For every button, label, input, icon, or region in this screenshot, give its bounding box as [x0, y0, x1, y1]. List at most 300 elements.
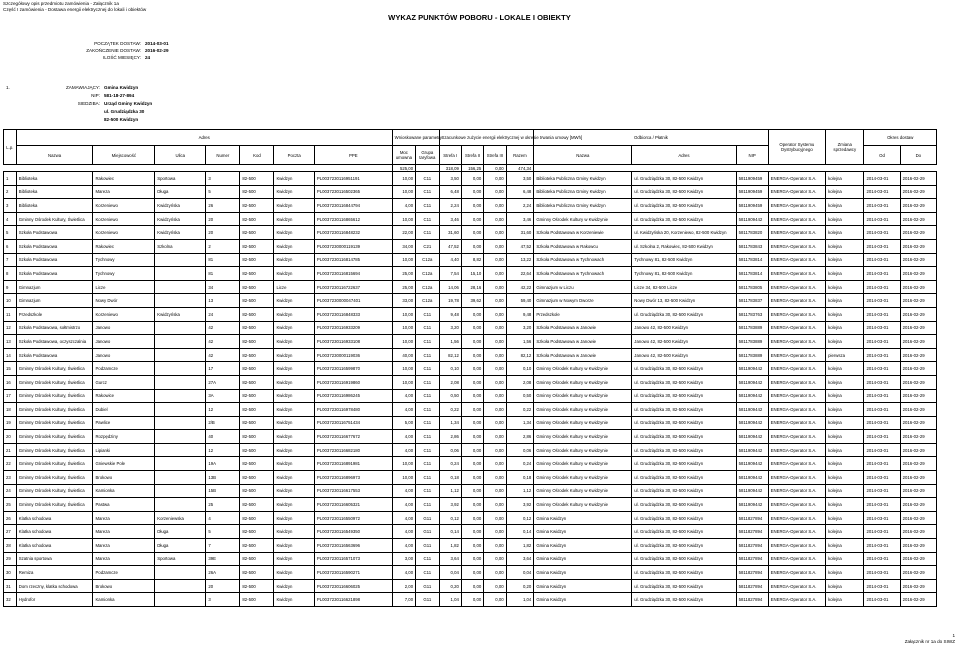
table-cell: 2014-03-01 [864, 593, 900, 607]
table-cell: 5811827894 [736, 566, 768, 580]
table-cell: ENERGA-Operator S.A. [768, 443, 826, 457]
table-cell: Lipianki [93, 443, 155, 457]
table-cell: 9,48 [506, 307, 534, 321]
table-cell: kolejna [826, 267, 864, 281]
table-cell: Kwidzyn [274, 539, 314, 553]
table-cell: 3 [206, 172, 240, 186]
table-cell: Gminny Ośrodek Kultury, Świetlica [16, 443, 93, 457]
table-row [4, 498, 937, 512]
table-cell: 3,50 [439, 172, 461, 186]
page-title: WYKAZ PUNKTÓW POBORU - LOKALE I OBIEKTY [388, 13, 571, 22]
table-cell: Kwidzyn [274, 471, 314, 485]
table-cell: Kwidzyn [274, 212, 314, 226]
table-cell: 22,64 [506, 267, 534, 281]
table-cell: 32 [4, 593, 17, 607]
table-cell: 82-500 [240, 498, 274, 512]
buyer-value: Gmina Kwidzyn [104, 85, 139, 90]
table-cell: 82-500 [240, 375, 274, 389]
table-cell: Kwidzyn [274, 172, 314, 186]
table-cell: 2016-02-29 [900, 525, 936, 539]
table-cell: 19A [206, 457, 240, 471]
table-cell: kolejna [826, 375, 864, 389]
table-cell: Kwidzyn [274, 321, 314, 335]
table-cell: Remiza [16, 566, 93, 580]
table-row [4, 566, 937, 580]
table-cell: 13,22 [506, 253, 534, 267]
table-cell: 18 [4, 403, 17, 417]
table-cell: 2016-02-29 [900, 253, 936, 267]
table-cell: Hydrofor [16, 593, 93, 607]
table-cell: 0,00 [484, 471, 506, 485]
table-cell: 6,48 [506, 185, 534, 199]
table-cell: kolejna [826, 471, 864, 485]
table-cell: Tychnowy [93, 253, 155, 267]
table-cell: 0,22 [439, 403, 461, 417]
table-cell: 5811783814 [736, 253, 768, 267]
table-cell: Korzeniewo [93, 212, 155, 226]
table-cell: ENERGA-Operator S.A. [768, 199, 826, 213]
table-cell: Gmina Kwidzyn [534, 539, 632, 553]
table-cell: Pastwa [93, 498, 155, 512]
table-cell: PL0037230116848333 [314, 307, 392, 321]
table-cell: PL0037230116865612 [314, 212, 392, 226]
table-cell: 2014-03-01 [864, 579, 900, 593]
table-cell: 2016-02-29 [900, 199, 936, 213]
seat-label: SIEDZIBA: [77, 101, 100, 106]
table-cell: 3A [206, 389, 240, 403]
table-cell: 82-500 [240, 566, 274, 580]
table-cell: 10,00 [392, 212, 415, 226]
table-row [4, 416, 937, 430]
table-cell: ul. Grudziądzka 30, 82-500 Kwidzyn [632, 498, 736, 512]
table-cell: Licze [274, 280, 314, 294]
table-cell: 0,00 [484, 280, 506, 294]
table-cell: 2014-03-01 [864, 471, 900, 485]
table-row [4, 348, 937, 362]
table-cell: 5811827894 [736, 525, 768, 539]
table-cell: C21 [416, 239, 439, 253]
table-row [4, 579, 937, 593]
table-cell: ENERGA-Operator S.A. [768, 253, 826, 267]
table-cell: 0,00 [484, 525, 506, 539]
table-cell: ul. Grudziądzka 30, 82-500 Kwidzyn [632, 307, 736, 321]
table-cell: 0,00 [461, 443, 483, 457]
table-cell: ENERGA-Operator S.A. [768, 185, 826, 199]
table-cell: 7 [206, 539, 240, 553]
table-cell: 82-500 [240, 403, 274, 417]
table-cell: Kwidzyn [274, 226, 314, 240]
table-cell: C11 [416, 226, 439, 240]
table-cell: 0,00 [461, 335, 483, 349]
table-cell: 5811783820 [736, 226, 768, 240]
table-cell: 5811909459 [736, 172, 768, 186]
table-cell: Biblioteka Publiczna Gminy Kwidzyn [534, 199, 632, 213]
table-cell: 14 [4, 348, 17, 362]
table-cell: 0,00 [461, 498, 483, 512]
table-cell: 1,82 [506, 539, 534, 553]
sum-spacer-right [534, 165, 937, 172]
table-cell: 42 [206, 335, 240, 349]
table-cell: Nowy Dwór [93, 294, 155, 308]
table-cell: 2016-02-29 [900, 335, 936, 349]
table-cell: C11 [416, 416, 439, 430]
table-cell: Kwidzyn [274, 348, 314, 362]
table-cell: 2014-03-01 [864, 253, 900, 267]
table-cell: 6 [4, 239, 17, 253]
table-cell: 5,00 [392, 416, 415, 430]
table-row [4, 267, 937, 281]
table-cell: 17 [206, 362, 240, 376]
seat-value: Urząd Gminy Kwidzyn [104, 101, 153, 106]
table-cell: ul. Grudziądzka 30, 82-500 Kwidzyn [632, 389, 736, 403]
table-cell: Szkoła Podstawowa [16, 226, 93, 240]
table-cell: 82-500 [240, 253, 274, 267]
table-cell: 0,00 [461, 348, 483, 362]
table-row [4, 172, 937, 186]
table-cell: 0,00 [484, 552, 506, 566]
table-cell: ENERGA-Operator S.A. [768, 430, 826, 444]
table-cell: 12 [206, 403, 240, 417]
table-cell [155, 348, 206, 362]
item-number: 1. [6, 85, 10, 90]
table-cell: 4,00 [392, 539, 415, 553]
table-cell: kolejna [826, 185, 864, 199]
table-cell: Pawlice [93, 416, 155, 430]
table-cell: Biblioteka [16, 172, 93, 186]
sum-spacer [4, 165, 393, 172]
table-cell: 5811909442 [736, 212, 768, 226]
table-cell: ul. Grudziądzka 30, 82-500 Kwidzyn [632, 471, 736, 485]
table-cell: ENERGA-Operator S.A. [768, 539, 826, 553]
table-cell: 82-500 [240, 539, 274, 553]
months-label: ILOŚĆ MIESIĘCY: [102, 55, 141, 60]
document-header: Szczegółowy opis przedmiotu zamówienia - Załącznik 1a [3, 1, 119, 6]
table-cell: 13 [4, 335, 17, 349]
table-cell: 2014-03-01 [864, 403, 900, 417]
table-cell: 5811827894 [736, 539, 768, 553]
table-cell: Szkoła Podstawowa [16, 348, 93, 362]
table-cell: 82-500 [240, 430, 274, 444]
address-line-1: ul. Grudziądzka 30 [104, 109, 145, 114]
table-cell: Gurcz [93, 375, 155, 389]
table-cell: 3,46 [506, 212, 534, 226]
table-cell: kolejna [826, 539, 864, 553]
table-cell: Korzeniewska [155, 511, 206, 525]
table-row [4, 511, 937, 525]
table-cell: 2016-02-29 [900, 484, 936, 498]
table-cell: Kwidzyn [274, 443, 314, 457]
table-cell: 5811909442 [736, 416, 768, 430]
table-cell: 2014-03-01 [864, 484, 900, 498]
table-cell: 0,00 [461, 471, 483, 485]
table-cell: 82-500 [240, 185, 274, 199]
table-cell [155, 335, 206, 349]
table-cell: 2014-03-01 [864, 457, 900, 471]
table-cell: 82-500 [240, 416, 274, 430]
table-cell: 0,06 [506, 443, 534, 457]
sum-moc: 525,00 [392, 165, 415, 172]
table-cell: 3,92 [506, 498, 534, 512]
table-cell: 0,00 [484, 416, 506, 430]
table-cell: 2 [206, 239, 240, 253]
table-cell: kolejna [826, 212, 864, 226]
table-cell: 82-500 [240, 172, 274, 186]
table-cell: 2014-03-01 [864, 443, 900, 457]
table-cell: kolejna [826, 239, 864, 253]
table-cell: 34 [206, 280, 240, 294]
table-cell: C11 [416, 348, 439, 362]
table-cell: Gmina Kwidzyn [534, 593, 632, 607]
table-cell: 3,50 [506, 172, 534, 186]
table-cell: Kwidzyn [274, 566, 314, 580]
table-cell: 0,00 [484, 457, 506, 471]
table-cell: Tychnowy [93, 267, 155, 281]
table-cell: C11 [416, 430, 439, 444]
table-cell: 0,00 [484, 185, 506, 199]
table-cell [155, 443, 206, 457]
table-cell: 47,52 [506, 239, 534, 253]
table-cell: 2016-02-29 [900, 403, 936, 417]
table-cell: 2016-02-29 [900, 579, 936, 593]
table-cell: C11 [416, 403, 439, 417]
table-cell: PL0037230116844794 [314, 199, 392, 213]
table-cell: 40 [206, 430, 240, 444]
table-cell: kolejna [826, 226, 864, 240]
table-cell: PL0037230000119139 [314, 239, 392, 253]
table-cell: 5811783889 [736, 348, 768, 362]
table-cell: Szkoła Podstawowa w Korzeniewie [534, 226, 632, 240]
table-cell: Gminny Ośrodek Kultury w Kwidzynie [534, 484, 632, 498]
table-cell: Klatka schodowa [16, 511, 93, 525]
table-cell: 2016-02-29 [900, 348, 936, 362]
table-cell: 2014-03-01 [864, 539, 900, 553]
table-cell: Gminny Ośrodek Kultury, Świetlica [16, 430, 93, 444]
table-cell: Mareza [93, 525, 155, 539]
sum-razem: 474,34 [506, 165, 534, 172]
table-cell [155, 294, 206, 308]
table-cell: 0,22 [506, 403, 534, 417]
table-cell: ul. Grudziądzka 30, 82-500 Kwidzyn [632, 593, 736, 607]
table-cell: 2,24 [439, 199, 461, 213]
sum-strefa2: 156,25 [461, 165, 483, 172]
table-cell: Kwidzyńska [155, 307, 206, 321]
table-cell: 1,56 [506, 335, 534, 349]
table-cell: 4,00 [392, 525, 415, 539]
table-cell: Sportowa [155, 172, 206, 186]
table-cell: Gminny Ośrodek Kultury w Kwidzynie [534, 212, 632, 226]
table-cell: ENERGA-Operator S.A. [768, 484, 826, 498]
table-cell: ul. Grudziądzka 30, 82-500 Kwidzyn [632, 362, 736, 376]
table-cell: G11 [416, 539, 439, 553]
table-cell: 2014-03-01 [864, 172, 900, 186]
table-cell: 3,64 [506, 552, 534, 566]
table-cell: kolejna [826, 579, 864, 593]
table-cell: 28,16 [461, 280, 483, 294]
table-cell: 2016-02-29 [900, 511, 936, 525]
table-cell: 2016-02-29 [900, 593, 936, 607]
table-cell: 1,12 [439, 484, 461, 498]
table-cell: 24 [4, 484, 17, 498]
table-cell: 0,00 [484, 539, 506, 553]
table-cell: 20 [206, 579, 240, 593]
table-cell: 9,48 [439, 307, 461, 321]
sum-strefa3: 0,00 [484, 165, 506, 172]
table-cell: 5811909442 [736, 484, 768, 498]
table-cell: 0,00 [484, 593, 506, 607]
table-cell: C11 [416, 185, 439, 199]
table-cell: 21 [4, 443, 17, 457]
table-cell: 5 [4, 226, 17, 240]
table-cell: 7,00 [392, 593, 415, 607]
table-cell: 82-500 [240, 348, 274, 362]
table-cell: 39E [206, 552, 240, 566]
table-cell: PL0037230000047401 [314, 294, 392, 308]
table-cell: 5811909442 [736, 362, 768, 376]
table-row [4, 457, 937, 471]
table-cell: Nowy Dwór 13, 82-500 Kwidzyn [632, 294, 736, 308]
table-cell: 39,62 [461, 294, 483, 308]
table-cell: Gminny Ośrodek Kultury, Świetlica [16, 212, 93, 226]
table-cell: Sportowa [155, 552, 206, 566]
table-cell: 0,04 [506, 566, 534, 580]
table-cell: 82-500 [240, 212, 274, 226]
table-cell: 5811909442 [736, 443, 768, 457]
table-cell: 1,12 [506, 484, 534, 498]
table-cell: Kwidzyn [274, 199, 314, 213]
table-cell: PL0037230116751434 [314, 416, 392, 430]
table-cell: 2016-02-29 [900, 307, 936, 321]
table-cell: 82-500 [240, 321, 274, 335]
table-cell: ul. Grudziądzka 30, 82-500 Kwidzyn [632, 430, 736, 444]
table-cell: 15,10 [461, 267, 483, 281]
table-cell: ENERGA-Operator S.A. [768, 375, 826, 389]
table-cell: Szkoła Podstawowa w Janowie [534, 335, 632, 349]
table-cell: 2014-03-01 [864, 362, 900, 376]
table-cell: 0,00 [484, 362, 506, 376]
table-cell: 3 [4, 199, 17, 213]
page-number: 1 [952, 633, 955, 638]
table-cell: Biblioteka [16, 185, 93, 199]
table-cell: 3,92 [439, 498, 461, 512]
table-cell: Kwidzyn [274, 430, 314, 444]
table-cell: 5811783889 [736, 321, 768, 335]
table-cell: ENERGA-Operator S.A. [768, 511, 826, 525]
table-cell: 0,00 [484, 389, 506, 403]
table-row [4, 443, 937, 457]
table-cell: Mareza [93, 539, 155, 553]
col-do: Do [900, 146, 936, 165]
table-cell: kolejna [826, 457, 864, 471]
table-cell: Janowo 42, 82-500 Kwidzyn [632, 321, 736, 335]
table-cell: 25 [206, 498, 240, 512]
table-cell: 82-500 [240, 307, 274, 321]
table-cell: 2016-02-29 [900, 362, 936, 376]
table-row [4, 185, 937, 199]
table-cell: 0,00 [484, 199, 506, 213]
table-cell: ENERGA-Operator S.A. [768, 267, 826, 281]
table-cell: Szkoła Podstawowa w Rakowcu [534, 239, 632, 253]
col-odbiorca-nip: NIP [736, 146, 768, 165]
table-cell: 25 [4, 498, 17, 512]
table-cell: 81 [206, 253, 240, 267]
table-row [4, 362, 937, 376]
table-cell: G11 [416, 593, 439, 607]
table-cell: C11 [416, 321, 439, 335]
table-cell: 10,00 [392, 307, 415, 321]
table-cell: PL0037230116617553 [314, 484, 392, 498]
table-cell: 0,00 [461, 389, 483, 403]
table-cell: Kwidzyn [274, 335, 314, 349]
table-cell: C11 [416, 498, 439, 512]
table-cell: 15B [206, 484, 240, 498]
table-cell: PL0037230116896973 [314, 471, 392, 485]
table-cell: 40,00 [392, 348, 415, 362]
table-cell: Gmina Kwidzyn [534, 566, 632, 580]
table-cell: ul. Grudziądzka 30, 82-500 Kwidzyn [632, 375, 736, 389]
table-cell: Mareza [93, 552, 155, 566]
table-cell: 7,54 [439, 267, 461, 281]
table-cell: 0,00 [461, 416, 483, 430]
table-row [4, 226, 937, 240]
table-cell: Korzeniewo [93, 199, 155, 213]
col-ppe: PPE [314, 146, 392, 165]
table-cell: 2014-03-01 [864, 267, 900, 281]
table-cell [155, 457, 206, 471]
table-cell: 2016-02-29 [900, 321, 936, 335]
table-cell: Gminny Ośrodek Kultury, Świetlica [16, 362, 93, 376]
table-cell: ul. Grudziądzka 30, 82-500 Kwidzyn [632, 403, 736, 417]
table-cell: ul. Grudziądzka 30, 82-500 Kwidzyn [632, 443, 736, 457]
table-cell: PL0037230116502365 [314, 185, 392, 199]
table-cell: ENERGA-Operator S.A. [768, 226, 826, 240]
table-cell: 0,06 [439, 443, 461, 457]
table-cell: Kamionka [93, 593, 155, 607]
table-cell: C12a [416, 294, 439, 308]
table-cell: 2014-03-01 [864, 375, 900, 389]
table-cell: 2016-02-29 [900, 280, 936, 294]
table-cell: 0,00 [484, 307, 506, 321]
table-cell: Kwidzyn [274, 511, 314, 525]
table-cell: Gminny Ośrodek Kultury, Świetlica [16, 389, 93, 403]
table-row [4, 471, 937, 485]
table-cell: 2 [4, 185, 17, 199]
table-cell: 82-500 [240, 471, 274, 485]
table-cell: Kwidzyńska [155, 226, 206, 240]
table-cell: PL0037230116722637 [314, 280, 392, 294]
table-cell: 5 [206, 525, 240, 539]
table-cell: 30 [4, 566, 17, 580]
table-cell: Tychnowy 81, 82-500 Kwidzyn [632, 267, 736, 281]
table-cell: 2014-03-01 [864, 389, 900, 403]
table-cell: C12a [416, 253, 439, 267]
table-cell: Kwidzyn [274, 416, 314, 430]
table-cell: Szkoła Podstawowa [16, 253, 93, 267]
table-cell: 0,00 [484, 511, 506, 525]
table-row [4, 389, 937, 403]
table-cell: 0,00 [484, 172, 506, 186]
table-row [4, 294, 937, 308]
table-cell: 29 [4, 552, 17, 566]
table-cell: ul. Grudziądzka 30, 82-500 Kwidzyn [632, 172, 736, 186]
table-cell: C11 [416, 484, 439, 498]
table-cell: ENERGA-Operator S.A. [768, 362, 826, 376]
table-cell: 0,00 [461, 403, 483, 417]
table-cell: C11 [416, 362, 439, 376]
table-cell: 10 [4, 294, 17, 308]
table-cell: C11 [416, 212, 439, 226]
table-cell: ul. Grudziądzka 30, 82-500 Kwidzyn [632, 199, 736, 213]
table-cell: Janowo 42, 82-500 Kwidzyn [632, 335, 736, 349]
